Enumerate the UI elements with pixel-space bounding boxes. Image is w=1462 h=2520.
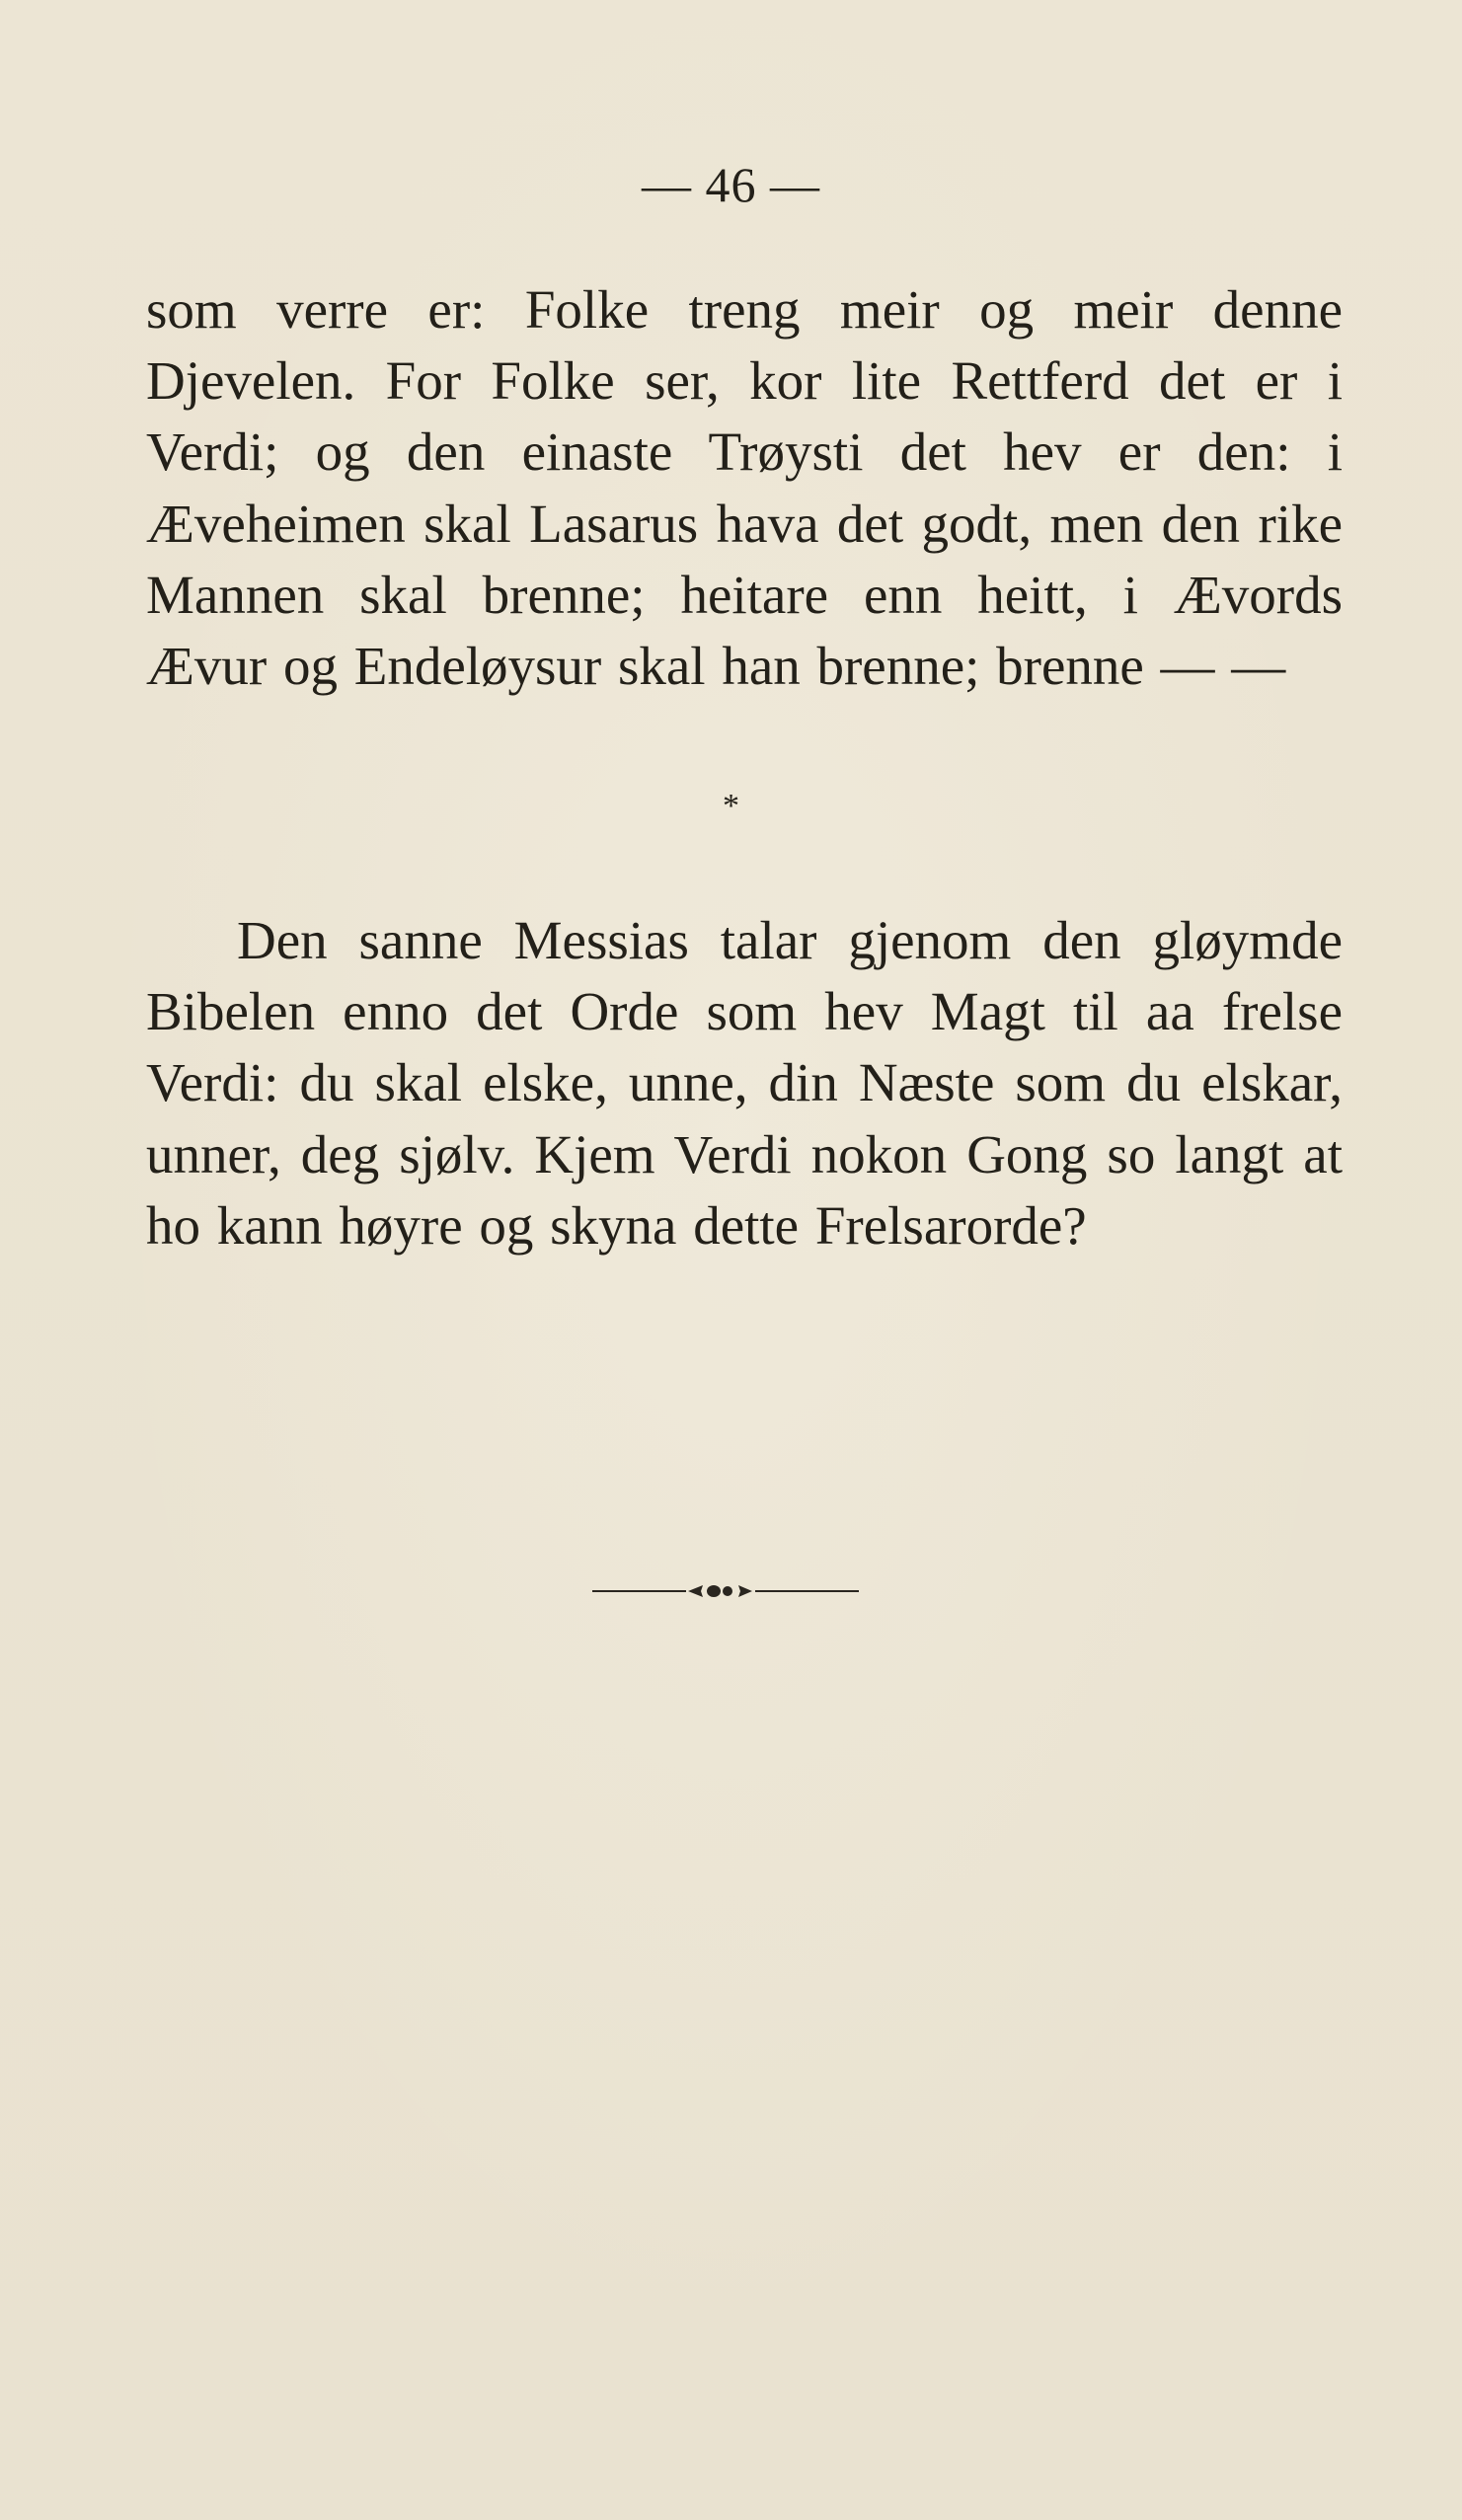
section-separator-asterisk: * [723, 788, 739, 824]
end-ornament-icon [592, 1579, 893, 1603]
paragraph-2: Den sanne Messias talar gjenom den gløymde Bibelen enno det Orde som hev Magt til aa frelse Verdi: du skal elske, unne, din Næste som du elskar, unner, deg sjølv. Kjem Verdi nokon Gong so langt at ho kann høyre og skyna dette Frelsarorde? [146, 910, 1343, 1256]
paragraph-1: som verre er: Folke treng meir og meir denne Djevelen. For Folke ser, kor lite Rettferd det er i Verdi; og den einaste Trøysti det hev er den: i Æveheimen skal Lasarus hava det godt, men den rike Mannen skal brenne; heitare enn heitt, i Ævords Ævur og Endeløysur skal han brenne; brenne — — [146, 279, 1343, 697]
page-number: — 46 — [642, 157, 820, 212]
